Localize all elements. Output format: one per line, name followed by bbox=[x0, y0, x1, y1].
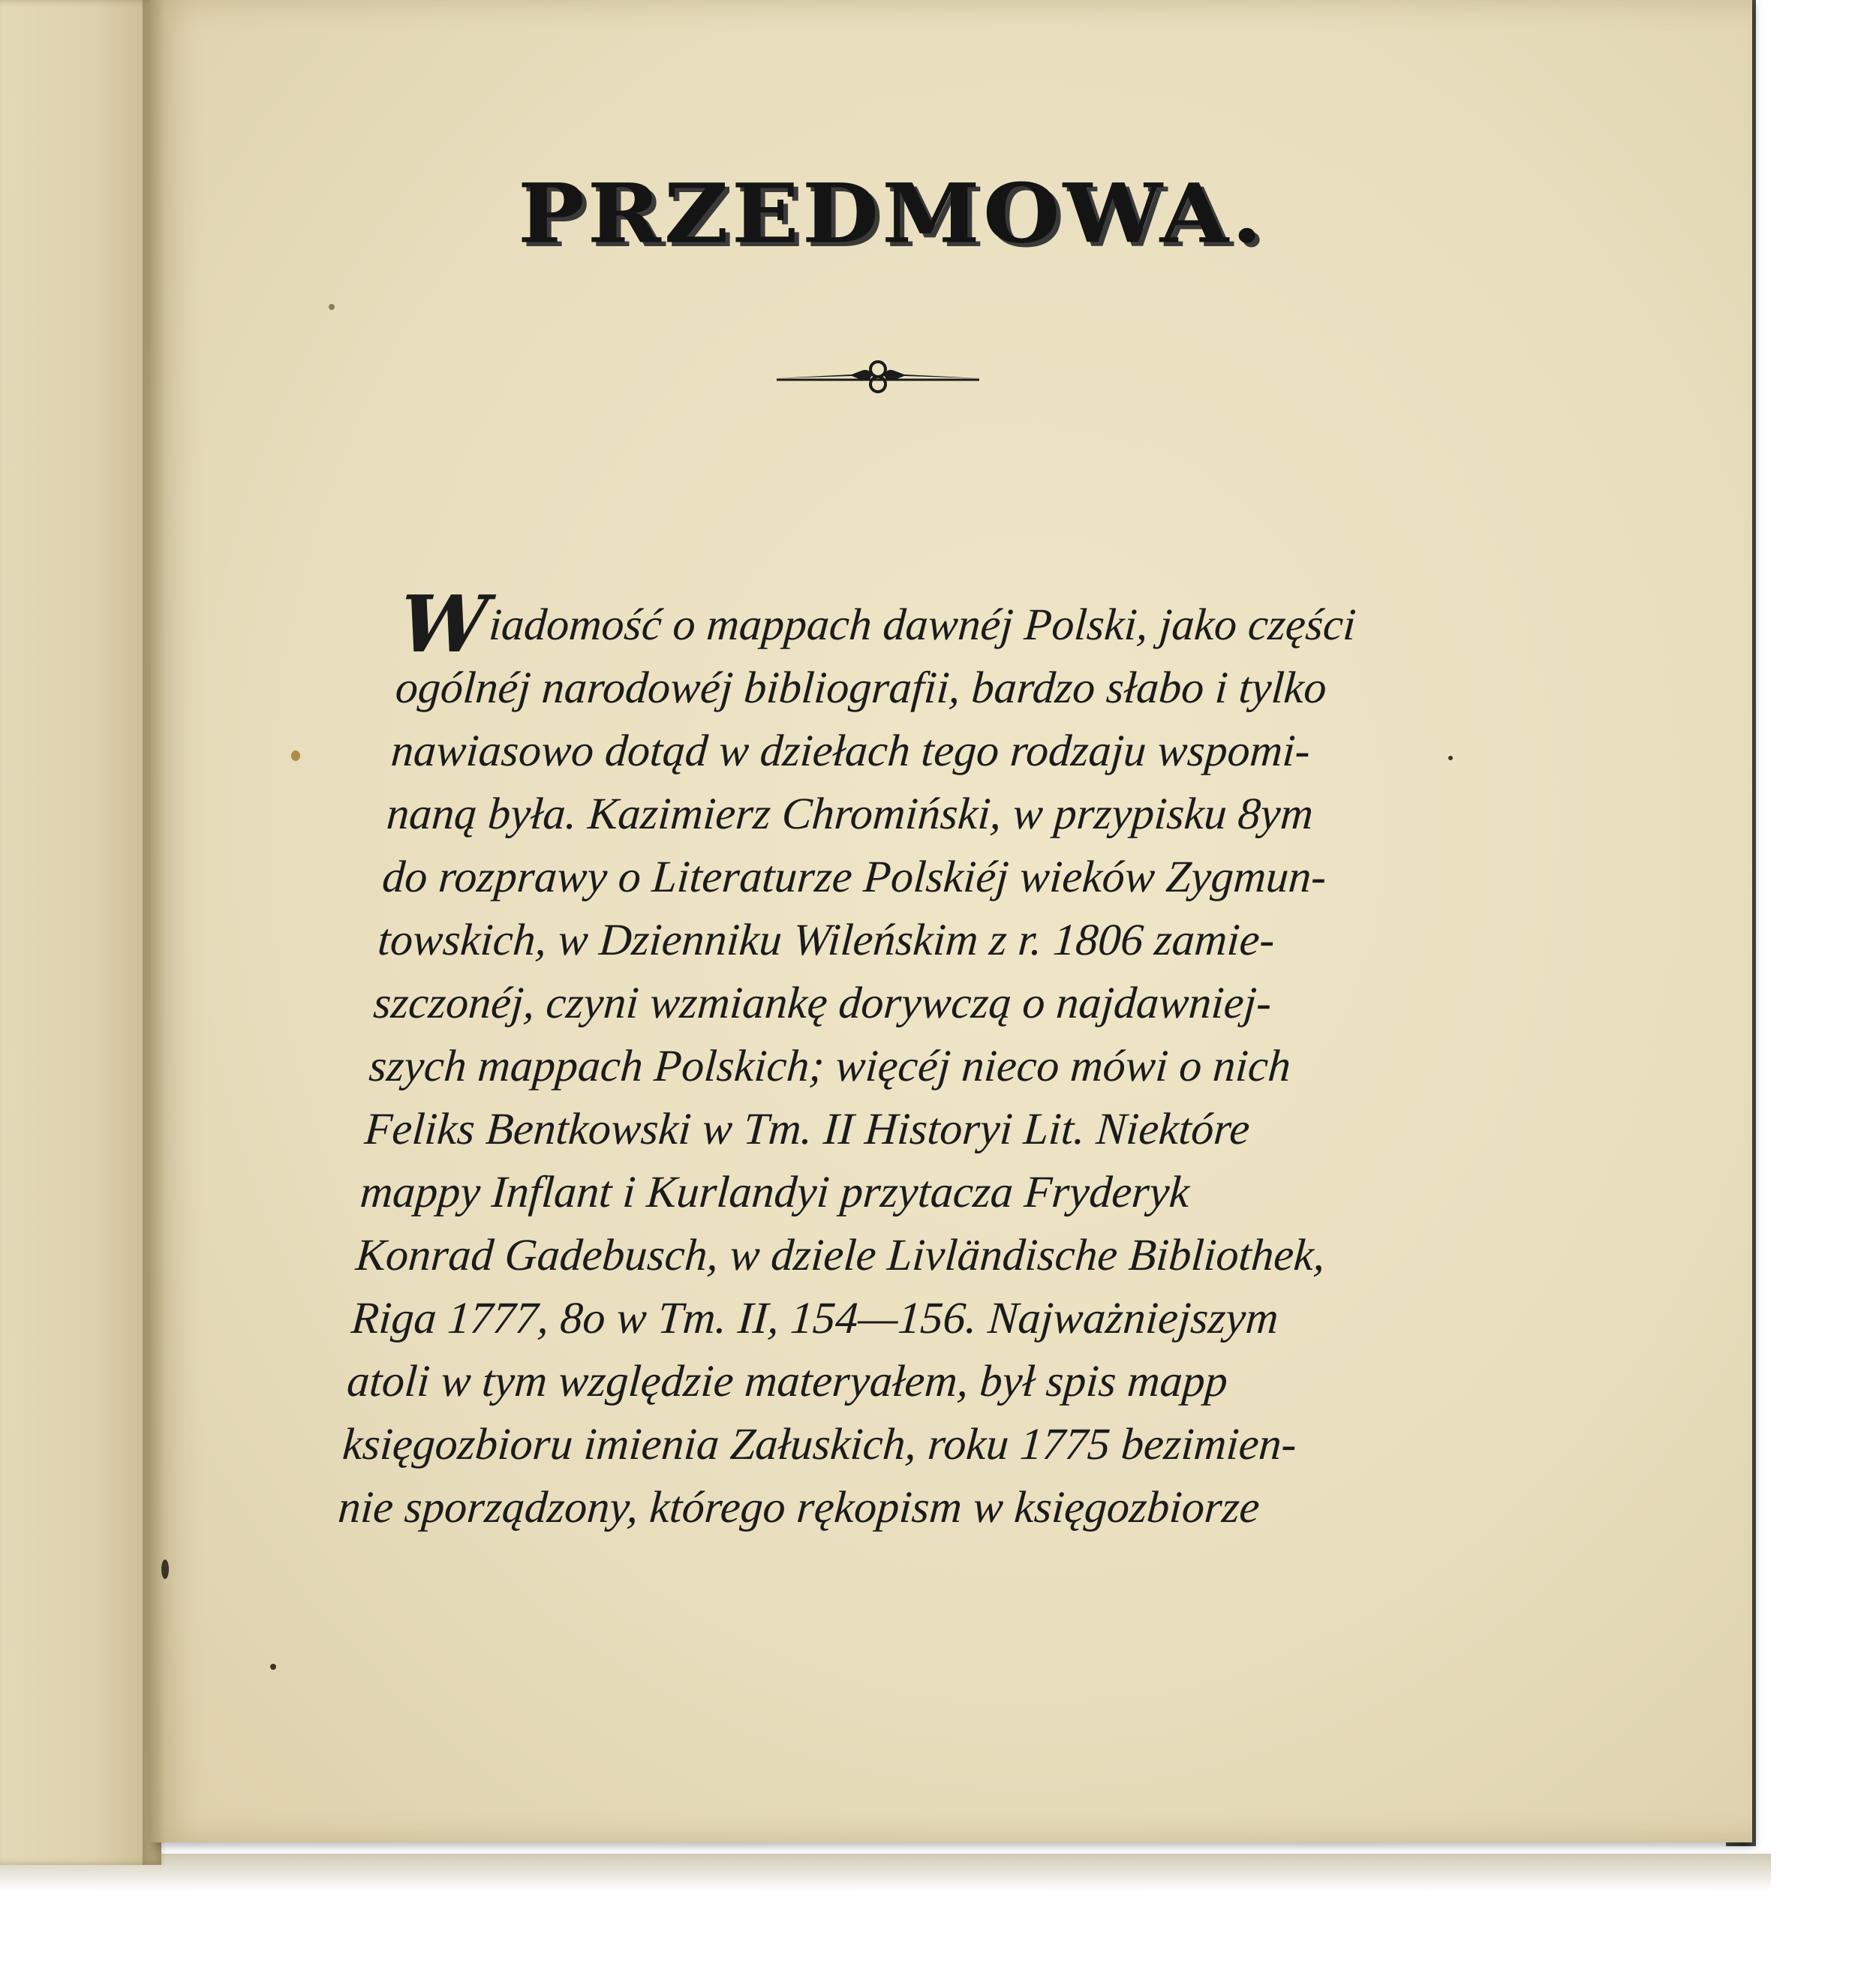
page-speck bbox=[270, 1664, 276, 1670]
page-speck bbox=[291, 750, 300, 761]
book-shadow bbox=[0, 1854, 1771, 1891]
text-line: księgozbioru imienia Załuskich, roku 1775 bezimien- bbox=[341, 1419, 1299, 1469]
text-line: szczonéj, czyni wzmiankę dorywczą o najdawniej- bbox=[371, 978, 1273, 1027]
ornament-divider bbox=[773, 353, 983, 398]
dropcap-letter: W bbox=[396, 578, 492, 670]
text-line: nie sporządzony, którego rękopism w księgozbiorze bbox=[336, 1482, 1261, 1532]
text-line-content: iadomość o mappach dawnéj Polski, jako części bbox=[487, 600, 1358, 649]
left-page bbox=[0, 0, 161, 1865]
text-line: do rozprawy o Literaturze Polskiéj wieków Zygmun- bbox=[380, 852, 1328, 901]
text-line: Feliks Bentkowski w Tm. II Historyi Lit. Niektóre bbox=[362, 1104, 1252, 1153]
text-line: Konrad Gadebusch, w dziele Livländische Bibliothek, bbox=[354, 1230, 1327, 1280]
text-line: Riga 1777, 8o w Tm. II, 154—156. Najważniejszym bbox=[350, 1293, 1280, 1343]
page-speck bbox=[161, 1559, 169, 1579]
text-line: ogólnéj narodowéj bibliografii, bardzo słabo i tylko bbox=[393, 663, 1329, 712]
page-title: PRZEDMOWA. bbox=[518, 165, 1266, 262]
text-line: naną była. Kazimierz Chromiński, w przypisku 8ym bbox=[385, 789, 1315, 838]
page-speck bbox=[329, 304, 335, 310]
book-gutter bbox=[143, 0, 165, 1865]
text-line: towskich, w Dzienniku Wileńskim z r. 1806 zamie- bbox=[376, 915, 1276, 964]
text-line: nawiasowo dotąd w dziełach tego rodzaju wspomi- bbox=[389, 726, 1312, 775]
text-line: szych mappach Polskich; więcéj nieco mówi o nich bbox=[367, 1041, 1293, 1090]
text-line bbox=[396, 578, 1468, 670]
text-line: atoli w tym względzie materyałem, był spis mapp bbox=[345, 1356, 1230, 1406]
preface-paragraph bbox=[336, 578, 1468, 1538]
text-line: mappy Inflant i Kurlandyi przytacza Fryderyk bbox=[358, 1167, 1192, 1217]
